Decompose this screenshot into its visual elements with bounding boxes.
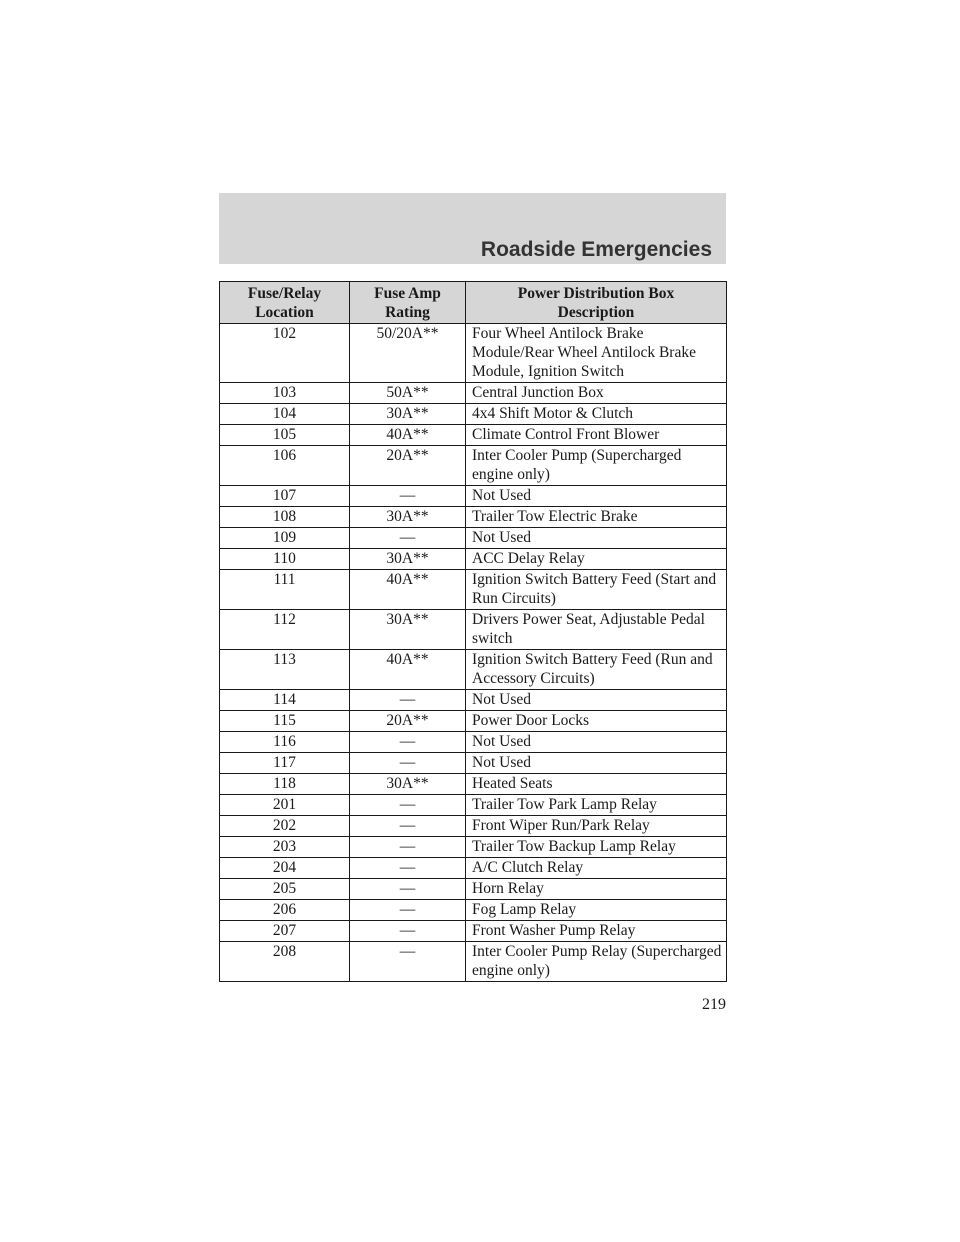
fuse-rating-cell: — (350, 942, 466, 982)
fuse-rating-cell: 20A** (350, 446, 466, 486)
fuse-rating-cell: — (350, 858, 466, 879)
table-row (220, 921, 727, 942)
fuse-location-cell: 201 (220, 795, 350, 816)
fuse-description-cell: Not Used (466, 690, 727, 711)
fuse-rating-cell: 40A** (350, 425, 466, 446)
fuse-rating-cell: — (350, 528, 466, 549)
fuse-description-cell: Trailer Tow Backup Lamp Relay (466, 837, 727, 858)
fuse-description-cell: Four Wheel Antilock Brake Module/Rear Wheel Antilock Brake Module, Ignition Switch (466, 324, 727, 383)
fuse-rating-cell: 40A** (350, 570, 466, 610)
fuse-location-cell: 104 (220, 404, 350, 425)
fuse-description-cell: Power Door Locks (466, 711, 727, 732)
fuse-description-cell: ACC Delay Relay (466, 549, 727, 570)
header-line: Fuse Amp Rating (374, 285, 441, 321)
column-header-description (466, 282, 727, 324)
fuse-location-cell: 105 (220, 425, 350, 446)
fuse-rating-cell: 30A** (350, 507, 466, 528)
fuse-location-cell: 106 (220, 446, 350, 486)
header-line: Fuse/Relay Location (247, 285, 322, 321)
table-row (220, 816, 727, 837)
table-row (220, 795, 727, 816)
fuse-description-cell: Ignition Switch Battery Feed (Start and Run Circuits) (466, 570, 727, 610)
fuse-location-cell: 112 (220, 610, 350, 650)
fuse-description-cell: Ignition Switch Battery Feed (Run and Accessory Circuits) (466, 650, 727, 690)
fuse-description-cell: Not Used (466, 732, 727, 753)
fuse-rating-cell: — (350, 900, 466, 921)
table-row (220, 446, 727, 486)
table-row (220, 774, 727, 795)
fuse-description-cell: Not Used (466, 486, 727, 507)
fuse-rating-cell: — (350, 879, 466, 900)
fuse-rating-cell: 50A** (350, 383, 466, 404)
table-row (220, 711, 727, 732)
table-row (220, 610, 727, 650)
fuse-description-cell: Drivers Power Seat, Adjustable Pedal switch (466, 610, 727, 650)
column-header-amp-rating (350, 282, 466, 324)
fuse-location-cell: 102 (220, 324, 350, 383)
fuse-rating-cell: 30A** (350, 610, 466, 650)
column-header-location (220, 282, 350, 324)
page-number: 219 (702, 996, 726, 1013)
fuse-location-cell: 103 (220, 383, 350, 404)
fuse-location-cell: 205 (220, 879, 350, 900)
fuse-rating-cell: — (350, 690, 466, 711)
fuse-description-cell: Horn Relay (466, 879, 727, 900)
fuse-location-cell: 118 (220, 774, 350, 795)
fuse-rating-cell: — (350, 921, 466, 942)
fuse-location-cell: 107 (220, 486, 350, 507)
table-row (220, 690, 727, 711)
fuse-location-cell: 202 (220, 816, 350, 837)
fuse-rating-cell: — (350, 837, 466, 858)
section-header (219, 193, 726, 264)
table-row (220, 549, 727, 570)
fuse-location-cell: 108 (220, 507, 350, 528)
table-row (220, 732, 727, 753)
fuse-rating-cell: — (350, 753, 466, 774)
fuse-rating-cell: 30A** (350, 549, 466, 570)
table-row (220, 650, 727, 690)
fuse-rating-cell: 30A** (350, 774, 466, 795)
fuse-location-cell: 116 (220, 732, 350, 753)
fuse-location-cell: 208 (220, 942, 350, 982)
fuse-location-cell: 115 (220, 711, 350, 732)
fuse-description-cell: Inter Cooler Pump Relay (Supercharged engine only) (466, 942, 727, 982)
fuse-table (219, 281, 727, 982)
table-header-row (220, 282, 727, 324)
fuse-location-cell: 109 (220, 528, 350, 549)
fuse-description-cell: Trailer Tow Park Lamp Relay (466, 795, 727, 816)
header-line: Power Distribution Box Description (517, 285, 675, 321)
table-row (220, 942, 727, 982)
fuse-description-cell: Not Used (466, 753, 727, 774)
fuse-location-cell: 206 (220, 900, 350, 921)
fuse-rating-cell: — (350, 795, 466, 816)
fuse-description-cell: A/C Clutch Relay (466, 858, 727, 879)
table-row (220, 425, 727, 446)
table-row (220, 858, 727, 879)
fuse-location-cell: 113 (220, 650, 350, 690)
fuse-description-cell: Central Junction Box (466, 383, 727, 404)
fuse-location-cell: 203 (220, 837, 350, 858)
fuse-location-cell: 110 (220, 549, 350, 570)
table-row (220, 383, 727, 404)
fuse-location-cell: 207 (220, 921, 350, 942)
table-body (220, 324, 727, 982)
fuse-description-cell: Inter Cooler Pump (Supercharged engine only) (466, 446, 727, 486)
fuse-description-cell: 4x4 Shift Motor & Clutch (466, 404, 727, 425)
fuse-description-cell: Heated Seats (466, 774, 727, 795)
table-row (220, 879, 727, 900)
fuse-location-cell: 117 (220, 753, 350, 774)
fuse-rating-cell: — (350, 732, 466, 753)
fuse-rating-cell: — (350, 816, 466, 837)
fuse-rating-cell: 40A** (350, 650, 466, 690)
table-row (220, 486, 727, 507)
fuse-location-cell: 111 (220, 570, 350, 610)
fuse-description-cell: Climate Control Front Blower (466, 425, 727, 446)
fuse-rating-cell: 30A** (350, 404, 466, 425)
section-title: Roadside Emergencies (480, 238, 712, 261)
table-row (220, 507, 727, 528)
table-row (220, 900, 727, 921)
fuse-rating-cell: — (350, 486, 466, 507)
table-row (220, 753, 727, 774)
fuse-description-cell: Front Washer Pump Relay (466, 921, 727, 942)
fuse-description-cell: Trailer Tow Electric Brake (466, 507, 727, 528)
fuse-description-cell: Front Wiper Run/Park Relay (466, 816, 727, 837)
fuse-location-cell: 204 (220, 858, 350, 879)
table-row (220, 528, 727, 549)
fuse-rating-cell: 20A** (350, 711, 466, 732)
fuse-rating-cell: 50/20A** (350, 324, 466, 383)
table-row (220, 404, 727, 425)
fuse-description-cell: Fog Lamp Relay (466, 900, 727, 921)
table-row (220, 570, 727, 610)
fuse-location-cell: 114 (220, 690, 350, 711)
table-row (220, 324, 727, 383)
fuse-description-cell: Not Used (466, 528, 727, 549)
table-row (220, 837, 727, 858)
